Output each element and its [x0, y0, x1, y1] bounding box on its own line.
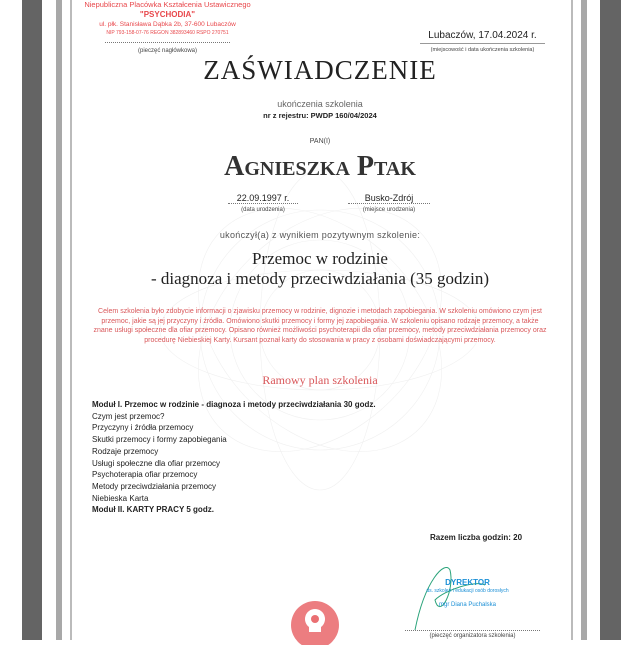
frame-bar-right — [600, 0, 621, 640]
course-title-line1: Przemoc w rodzinie — [252, 249, 388, 268]
plan-item: Czym jest przemoc? — [92, 411, 165, 421]
plan-item: Rodzaje przemocy — [92, 446, 159, 456]
frame-thin-left — [70, 0, 72, 640]
certificate-subtitle: ukończenia szkolenia — [277, 99, 363, 109]
plan-item: Skutki przemocy i formy zapobiegania — [92, 435, 227, 445]
org-header — [75, 0, 260, 38]
course-title-line2: - diagnoza i metody przeciwdziałania (35 godzin) — [151, 269, 489, 288]
org-name-line: Niepubliczna Placówka Kształcenia Ustawicznego — [84, 0, 251, 9]
org-address: ul. płk. Stanisława Dąbka 2b, 37-600 Lubaczów — [99, 21, 236, 28]
plan-item: Przyczyny i źródła przemocy — [92, 423, 194, 433]
plan-item: Usługi społeczne dla ofiar przemocy — [92, 458, 221, 468]
completion-statement: ukończył(a) z wynikiem pozytywnym szkolenie: — [219, 230, 421, 240]
plan-title: Ramowy plan szkolenia — [262, 373, 378, 387]
org-ids: NIP 793-158-07-76 REGON 382893460 RSPO 270751 — [106, 30, 229, 36]
stamp-line — [105, 42, 230, 43]
director-title: DYREKTOR — [445, 578, 490, 587]
registry-number: nr z rejestru: PWDP 160/04/2024 — [263, 111, 377, 120]
organizer-line — [405, 630, 540, 631]
plan-module-1: Moduł I. Przemoc w rodzinie - diagnoza i metody przeciwdziałania 30 godz. — [92, 400, 376, 409]
birth-date-caption: (data urodzenia) — [241, 207, 285, 213]
plan-module-2: Moduł II. KARTY PRACY 5 godz. — [92, 505, 214, 515]
place-date-caption: (miejscowość i data ukończenia szkolenia) — [430, 47, 535, 53]
plan-item: Psychoterapia ofiar przemocy — [92, 470, 198, 480]
birth-date: 22.09.1997 r. — [228, 193, 298, 204]
frame-line-right — [581, 0, 587, 640]
frame-line-left — [56, 0, 62, 640]
organization-seal — [275, 575, 355, 645]
director-stamp — [400, 578, 535, 610]
course-description: Celem szkolenia było zdobycie informacji o zjawisku przemocy w rodzinie, dignozie i metodach zapobiegania. W szkoleniu omówiono czym jest przemoc, jakie są jej przyczyny i źródła. Omówiono skutki przemocy i formy jej zapobiegania. W szkoleniu opisano rodzaje przemocy, a także znane usługi społeczne dla ofiar przemocy. Opisano również możliwości psychoterapii dla ofiar przemocy, metody przeciwdziałania przemocy oraz procedurę Niebieskiej Karty. Kursant poznał karty do stosowania w pracy z osobami doświadczającymi przemocy. — [93, 308, 547, 344]
org-brand: "PSYCHODIA" — [139, 10, 196, 19]
pan-label: PAN(I) — [309, 138, 331, 145]
birth-place-caption: (miejsce urodzenia) — [362, 207, 416, 213]
organizer-caption: (pieczęć organizatora szkolenia) — [429, 633, 516, 639]
frame-bar-left — [22, 0, 42, 640]
director-name: mgr Diana Puchalska — [438, 602, 497, 608]
frame-thin-right — [571, 0, 573, 640]
total-hours: Razem liczba godzin: 20 — [430, 533, 523, 542]
plan-list — [92, 399, 376, 516]
plan-item: Metody przeciwdziałania przemocy — [92, 481, 217, 491]
stamp-caption: (pieczęć nagłówkowa) — [137, 48, 198, 54]
birth-place: Busko-Zdrój — [348, 193, 430, 204]
certificate-title: ZAŚWIADCZENIE — [203, 55, 437, 85]
plan-item: Niebieska Karta — [92, 493, 149, 503]
place-date: Lubaczów, 17.04.2024 r. — [420, 30, 545, 44]
recipient-name: Agnieszka Ptak — [224, 151, 416, 182]
director-dept: ds. szkoleń i edukacji osób dorosłych — [426, 588, 509, 594]
